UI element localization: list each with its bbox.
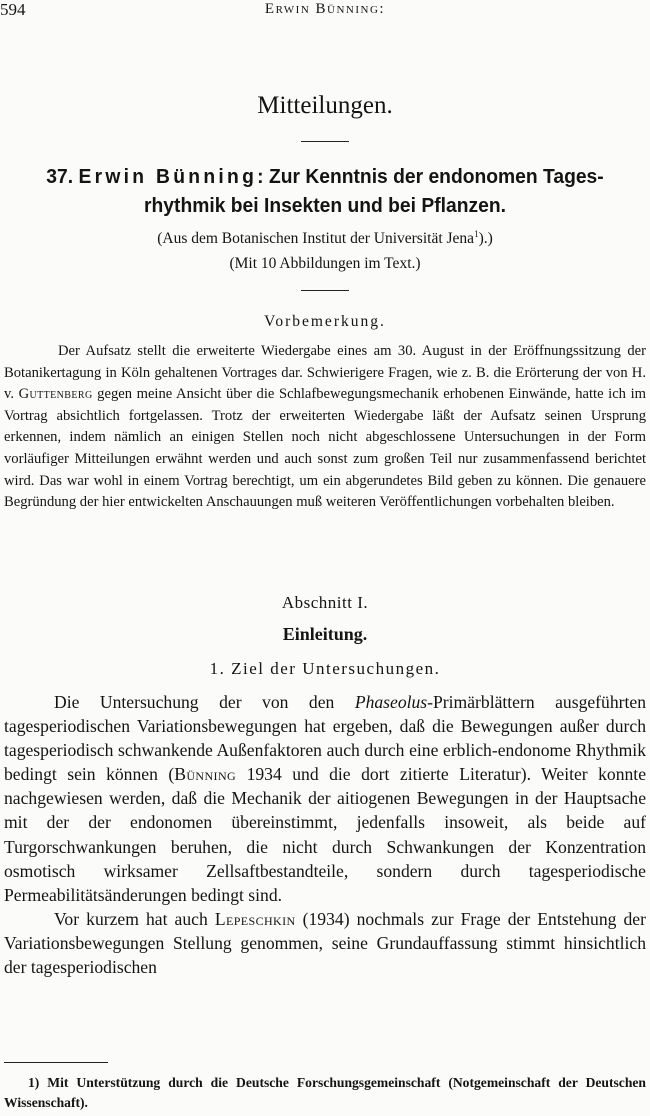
section-title: Mitteilungen.	[257, 92, 393, 119]
article-origin: (Aus dem Botanischen Institut der Universität Jena$^1$).)	[157, 228, 493, 247]
figures-note: (Mit 10 Abbildungen im Text.)	[229, 255, 421, 272]
footnote-divider	[4, 1062, 108, 1063]
cited-author: Lepeschkin	[214, 908, 296, 929]
title-divider	[301, 141, 349, 142]
subsection-heading: 1. Ziel der Untersuchungen.	[209, 659, 441, 678]
running-title: Erwin Bünning:	[264, 1, 386, 17]
vorbemerkung-text: Der Aufsatz stellt die erweiterte Wiedergabe eines am 30. August in der Eröffnungssitzung der Botanikertagung in Köln gehaltenen Vortrages dar. Schwierigere Fragen, wie z. B. die Erörterung der von H. v. Guttenberg gegen meine Ansicht über die Schlafbewegungsmechanik erhobenen Einwände, hatte ich im Vortrag absichtlich fortgelassen. Trotz der erweiterten Wiedergabe läßt der Aufsatz seinen Ursprung erkennen, indem nämlich an einigen Stellen noch nicht abgeschlossene Untersuchungen in der Form vorläufiger Mitteilungen erwähnt werden und auch sonst zum großen Teil nur zusammenfassend berichtet wird. Das war wohl in einem Vortrag berechtigt, um ein abgerundetes Bild geben zu können. Die genauere Begründung der hier entwickelten Anschauungen muß weiteren Veröffentlichungen vorbehalten bleiben.	[4, 343, 646, 511]
paragraph: Die Untersuchung der von den Phaseolus-Primärblättern ausgeführten tagesperiodischen Variationsbewegungen hat ergeben, daß die Bewegungen außer durch tagesperiodisch schwankende Außenfaktoren auch durch eine erblich-endonome Rhythmik bedingt sein können (Bünning 1934 und die dort zitierte Literatur). Weiter konnte nachgewiesen werden, daß die Mechanik der aitiogenen Bewegungen in der Hauptsache mit der der endonomen übereinstimmt, jedenfalls insoweit, als beide auf Turgorschwankungen beruhen, die nicht durch Schwankungen der Konzentration osmotisch wirksamer Zellsaftbestandteile, sondern durch tagesperiodische Permeabilitätsänderungen bedingt sind.	[4, 692, 646, 905]
abschnitt-heading: Abschnitt I.	[281, 593, 369, 612]
einleitung-heading: Einleitung.	[282, 624, 368, 644]
cited-author: Bünning	[174, 764, 237, 785]
page-number: 594	[0, 0, 26, 19]
article-title-line-2: rhythmik bei Insekten und bei Pflanzen.	[144, 194, 506, 217]
article-heading	[21, 162, 628, 220]
page-header	[0, 0, 650, 24]
cited-author: Guttenberg	[18, 386, 93, 403]
article-title-line-1: 37. Erwin Bünning: Zur Kenntnis der endonomen Tages-	[46, 165, 604, 188]
article-author: Erwin Bünning	[78, 165, 258, 188]
footnote-marker: 1	[474, 228, 479, 239]
paragraph: Vor kurzem hat auch Lepeschkin (1934) nochmals zur Frage der Entstehung der Variationsbewegungen Stellung genommen, seine Grundauffassung stimmt hinsichtlich der tagesperiodischen	[4, 908, 646, 978]
footnote: 1) Mit Unterstützung durch die Deutsche Forschungsgemeinschaft (Notgemeinschaft der Deutschen Wissenschaft).	[4, 1075, 646, 1110]
body-text	[4, 690, 646, 979]
vorbemerkung-title: Vorbemerkung.	[264, 313, 386, 330]
heading-divider	[301, 290, 349, 291]
